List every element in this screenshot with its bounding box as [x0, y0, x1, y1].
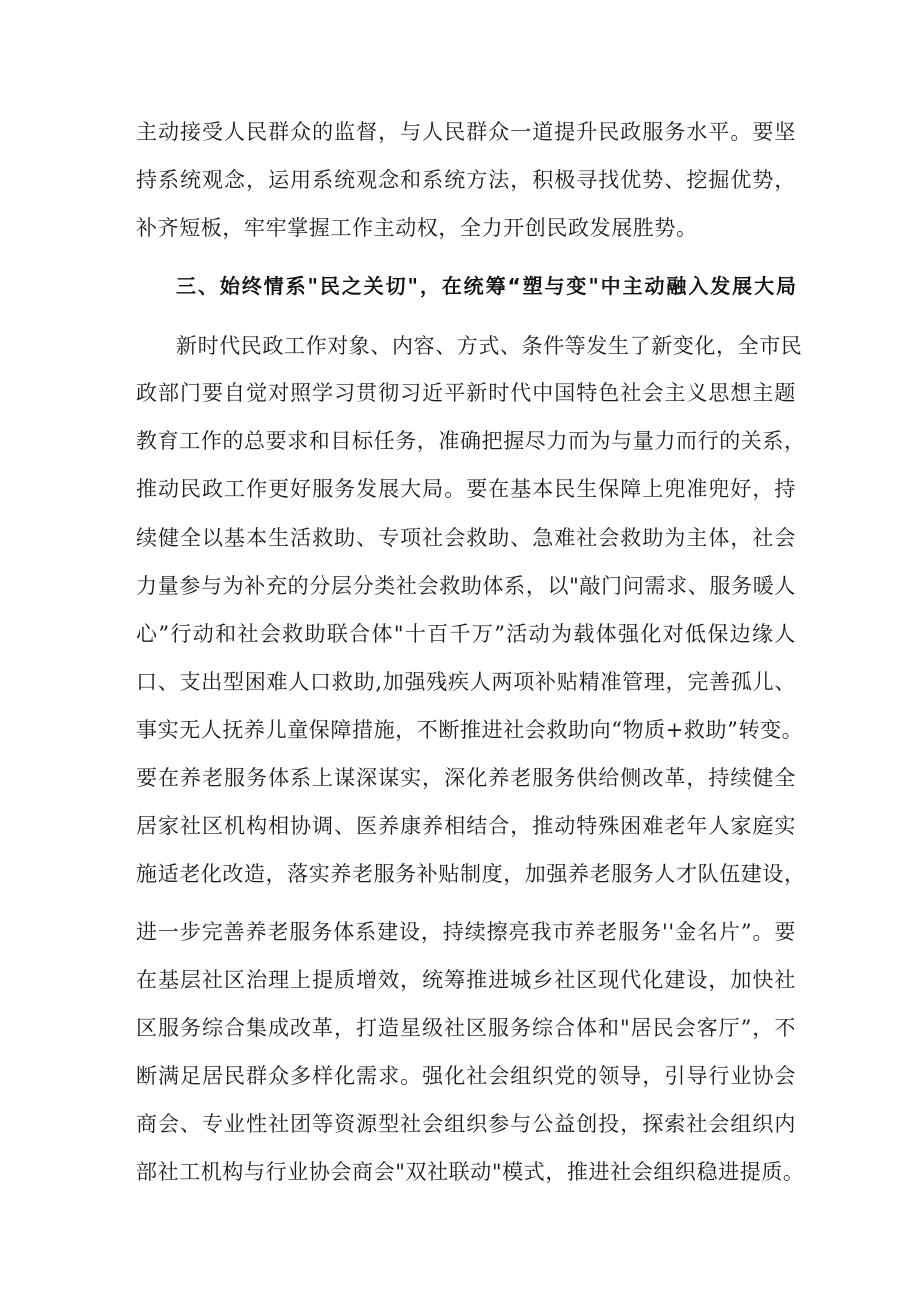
paragraph-2-line-10: 要在养老服务体系上谋深谋实，深化养老服务供给侧改革，持续健全 — [136, 766, 796, 790]
paragraph-2-line-11: 居家社区机构相协调、医养康养相结合，推动特殊困难老年人家庭实 — [136, 814, 796, 838]
paragraph-2-line-17: 商会、专业性社团等资源型社会组织参与公益创投，探索社会组织内 — [136, 1112, 796, 1136]
paragraph-1-line-1: 主动接受人民群众的监督，与人民群众一道提升民政服务水平。要坚 — [136, 120, 796, 144]
paragraph-2-line-9: 事实无人抚养儿童保障措施，不断推进社会救助向“物质+救助”转变。 — [136, 718, 804, 742]
paragraph-2-line-14: 在基层社区治理上提质增效，统筹推进城乡社区现代化建设，加快社 — [136, 968, 796, 992]
paragraph-2-line-18: 部社工机构与行业协会商会"双社联动"模式，推进社会组织稳进提质。 — [136, 1160, 805, 1184]
paragraph-1-line-3: 补齐短板，牢牢掌握工作主动权，全力开创民政发展胜势。 — [136, 216, 698, 240]
paragraph-2-line-16: 断满足居民群众多样化需求。强化社会组织党的领导，引导行业协会 — [136, 1064, 796, 1088]
paragraph-2-line-8: 口、支出型困难人口救助,加强残疾人两项补贴精准管理，完善孤儿、 — [136, 670, 796, 694]
paragraph-2-line-3: 教育工作的总要求和目标任务，准确把握尽力而为与量力而行的关系， — [136, 429, 806, 453]
paragraph-1-line-2: 持系统观念，运用系统观念和系统方法，积极寻找优势、挖掘优势， — [136, 168, 796, 192]
paragraph-2-line-5: 续健全以基本生活救助、专项社会救助、急难社会救助为主体，社会 — [136, 526, 796, 550]
paragraph-2-line-7: 心”行动和社会救助联合体"十百千万”活动为载体强化对低保边缘人 — [136, 622, 796, 646]
paragraph-2-line-12: 施适老化改造，落实养老服务补贴制度，加强养老服务人才队伍建设， — [136, 862, 806, 886]
paragraph-2-line-6: 力量参与为补充的分层分类社会救助体系，以"敲门问需求、服务暖人 — [136, 574, 796, 598]
paragraph-2-line-2: 政部门要自觉对照学习贯彻习近平新时代中国特色社会主义思想主题 — [136, 381, 796, 405]
paragraph-2-line-4: 推动民政工作更好服务发展大局。要在基本民生保障上兜准兜好，持 — [136, 477, 796, 501]
paragraph-2-line-15: 区服务综合集成改革，打造星级社区服务综合体和"居民会客厅”，不 — [136, 1016, 796, 1040]
section-heading: 三、始终情系"民之关切"，在统筹“塑与变"中主动融入发展大局 — [176, 274, 796, 298]
paragraph-2-line-13: 进一步完善养老服务体系建设，持续擦亮我市养老服务''金名片”。要 — [136, 920, 796, 944]
paragraph-2-line-1: 新时代民政工作对象、内容、方式、条件等发生了新变化，全市民 — [176, 334, 803, 358]
